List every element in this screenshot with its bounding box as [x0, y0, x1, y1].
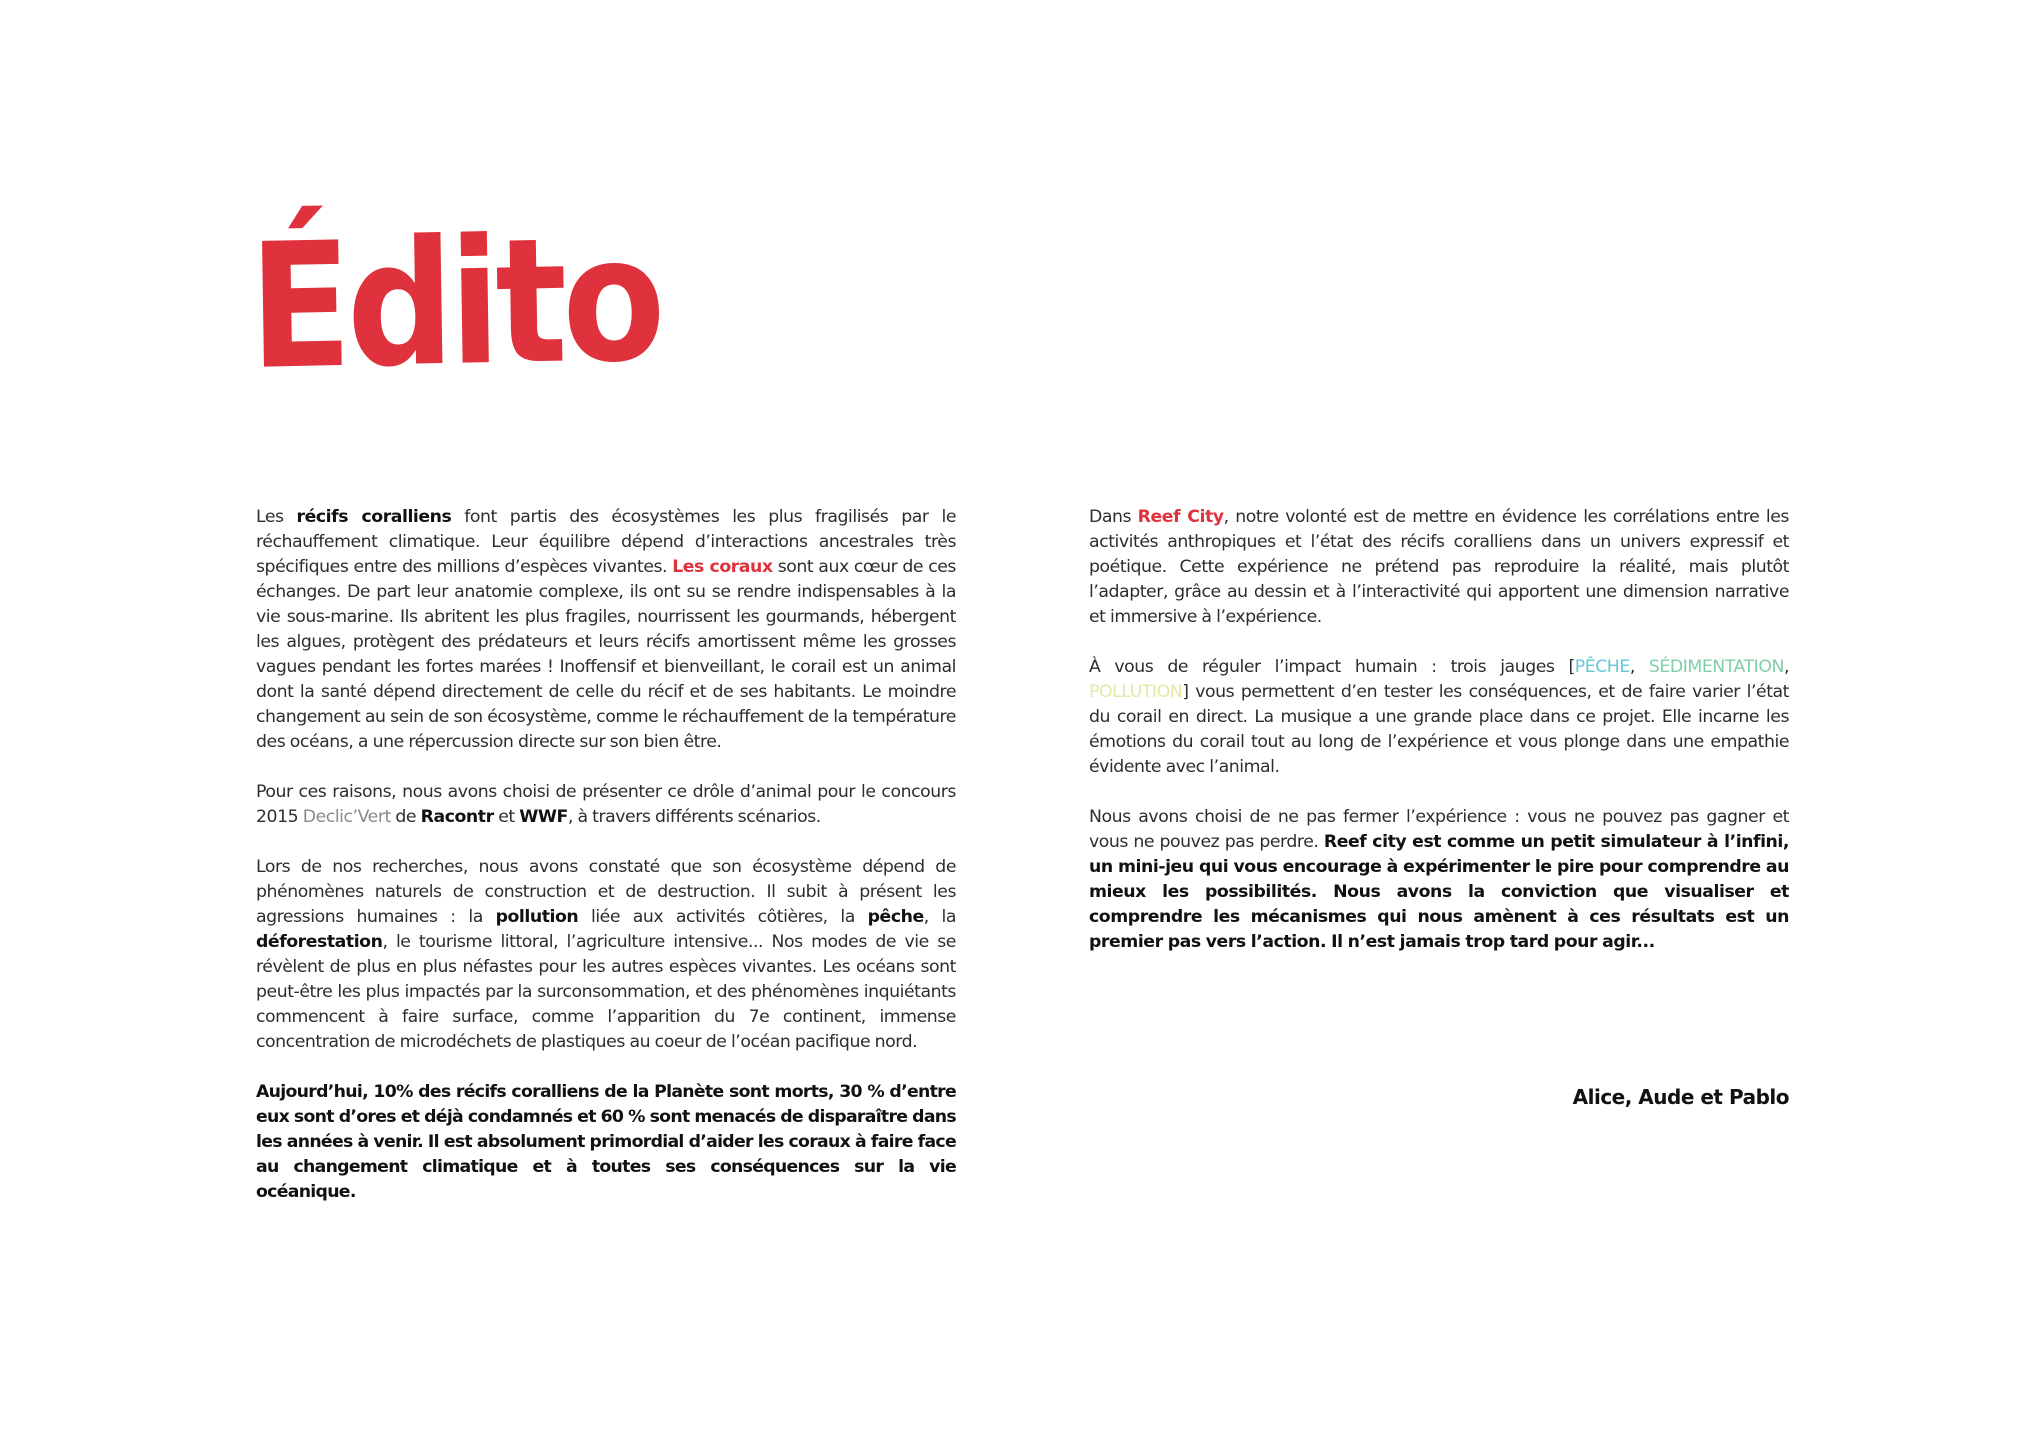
bold-statement: Reef city est comme un petit simulateur à l’infini, un mini-jeu qui vous encourage à expérimenter le pire pour comprendre au mieux les possibilités. Nous avons la conviction que visualiser et comprendre les mécanismes qui nous amènent à ces résultats est un premier pas vers l’action. Il n’est jamais trop tard pour agir... [1089, 832, 1789, 952]
term-recifs-coralliens: récifs coralliens [296, 507, 452, 527]
term-les-coraux: Les coraux [672, 557, 773, 577]
text: , la [923, 907, 956, 927]
paragraph-recherches [256, 855, 956, 1055]
term-deforestation: déforestation [256, 932, 383, 952]
term-pollution: pollution [495, 907, 579, 927]
text: À vous de réguler l’impact humain : trois jauges [ [1089, 657, 1575, 677]
text: , le tourisme littoral, l’agriculture intensive... Nos modes de vie se révèlent de plus en plus néfastes pour les autres espèces vivantes. Les océans sont peut-être les plus impactés par la surconsommation, et des phénomènes inquiétants commencent à faire surface, comme l’apparition du 7e continent, immense concentration de microdéchets de plastiques au coeur de l’océan pacifique nord. [256, 932, 956, 1052]
text: Nous avons choisi de ne pas fermer l’expérience : vous ne pouvez pas gagner et vous ne pouvez pas perdre. [1089, 807, 1789, 852]
text: de [390, 807, 421, 827]
paragraph-intro [256, 505, 956, 755]
text: , [1783, 657, 1789, 677]
text: font partis des écosystèmes les plus fragilisés par le réchauffement climatique. Leur équilibre dépend d’interactions ancestrales très spécifiques entre des millions d’espèces vivantes. [256, 507, 957, 577]
left-column [256, 505, 956, 1230]
term-peche: pêche [867, 907, 924, 927]
page-title: Édito [247, 199, 662, 409]
text: ] vous permettent d’en tester les conséquences, et de faire varier l’état du corail en direct. La musique a une grande place dans ce projet. Elle incarne les émotions du corail tout au long de l’expérience et vous plonge dans une empathie évidente avec l’animal. [1089, 682, 1789, 777]
text: Les [256, 507, 297, 527]
gauge-label-pollution: POLLUTION [1089, 682, 1183, 702]
gauge-label-peche: PÊCHE [1574, 657, 1630, 677]
paragraph-reef-city [1089, 505, 1789, 630]
paragraph-concours [256, 780, 956, 830]
paragraph-jauges [1089, 655, 1789, 780]
gauge-label-sedimentation: SÉDIMENTATION [1648, 657, 1784, 677]
text: Pour ces raisons, nous avons choisi de présenter ce drôle d’animal pour le concours 2015 [256, 782, 956, 827]
text: , [1629, 657, 1649, 677]
signature: Alice, Aude et Pablo [1572, 1085, 1789, 1109]
term-reef-city: Reef City [1137, 507, 1224, 527]
text: liée aux activités côtières, la [578, 907, 868, 927]
right-column [1089, 505, 1789, 980]
text: Lors de nos recherches, nous avons constaté que son écosystème dépend de phénomènes naturels de construction et de destruction. Il subit à présent les agressions humaines : la [256, 857, 956, 927]
paragraph-simulateur [1089, 805, 1789, 955]
text: sont aux cœur de ces échanges. De part leur anatomie complexe, ils ont su se rendre indispensables à la vie sous-marine. Ils abritent les plus fragiles, nourrissent les gourmands, hébergent les algues, protègent des prédateurs et leurs récifs amortissent même les grosses vagues pendant les fortes marées ! Inoffensif et bienveillant, le corail est un animal dont la santé dépend directement de celle du récif et de ses habitants. Le moindre changement au sein de son écosystème, comme le réchauffement de la température des océans, a une répercussion directe sur son bien être. [256, 557, 956, 752]
term-declic-vert: Declic’Vert [302, 807, 391, 827]
text: , à travers différents scénarios. [567, 807, 821, 827]
term-racontr: Racontr [420, 807, 494, 827]
text: Dans [1089, 507, 1138, 527]
paragraph-statistiques: Aujourd’hui, 10% des récifs coralliens de la Planète sont morts, 30 % d’entre eux sont d’ores et déjà condamnés et 60 % sont menacés de disparaître dans les années à venir. Il est absolument primordial d’aider les coraux à faire face au changement climatique et à toutes ses conséquences sur la vie océanique. [256, 1082, 956, 1202]
term-wwf: WWF [519, 807, 568, 827]
text: , notre volonté est de mettre en évidence les corrélations entre les activités anthropiques et l’état des récifs coralliens dans un univers expressif et poétique. Cette expérience ne prétend pas reproduire la réalité, mais plutôt l’adapter, grâce au dessin et à l’interactivité qui apportent une dimension narrative et immersive à l’expérience. [1089, 507, 1789, 627]
text: et [493, 807, 520, 827]
